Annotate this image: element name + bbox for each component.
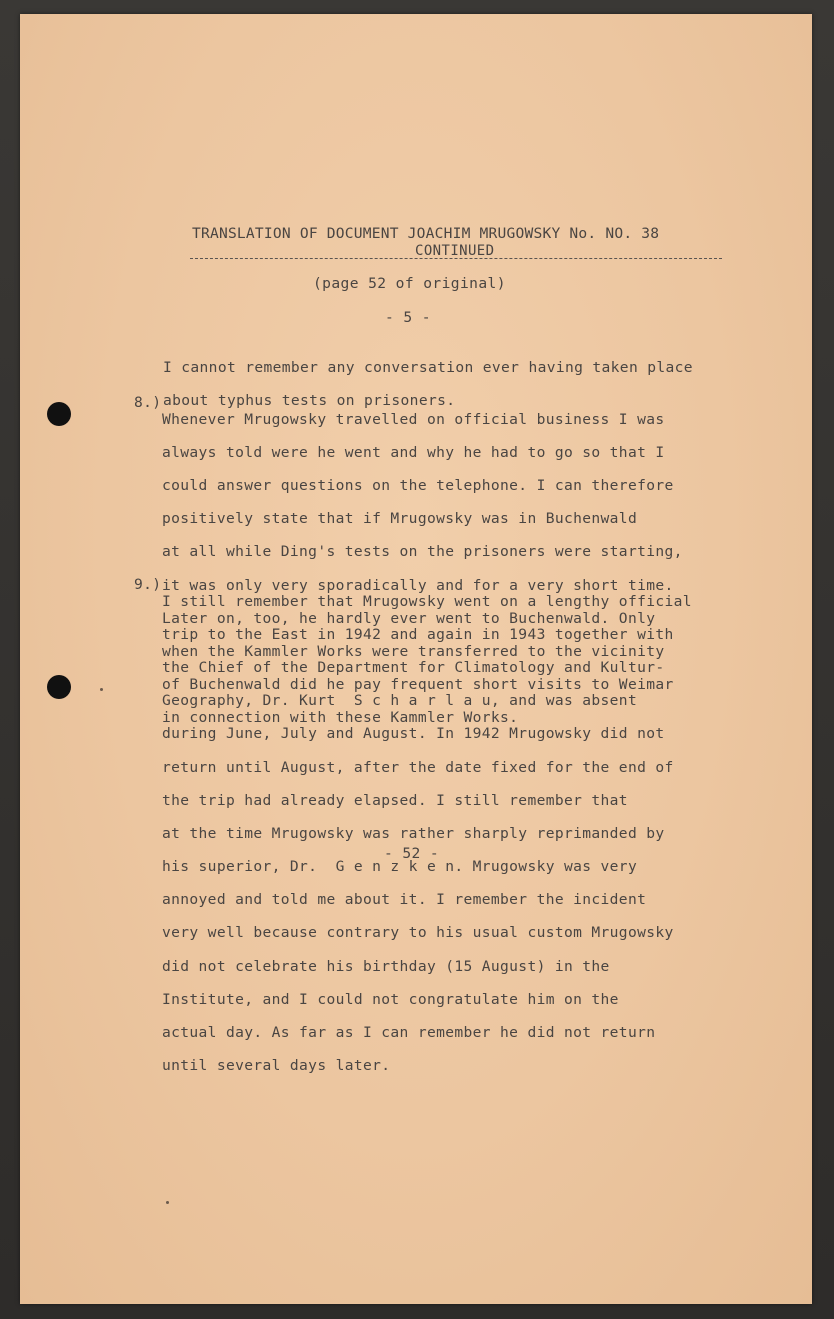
text-line: always told were he went and why he had to go so that I xyxy=(162,443,665,461)
page-reference: (page 52 of original) xyxy=(313,275,506,292)
text-line: trip to the East in 1942 and again in 1943 together with xyxy=(162,625,674,643)
text-line: his superior, Dr. G e n z k e n. Mrugowsky was very xyxy=(162,858,638,876)
punch-hole-bottom xyxy=(47,675,71,699)
text-line: the Chief of the Department for Climatology and Kultur- xyxy=(162,658,665,676)
text-line: Later on, too, he hardly ever went to Buchenwald. Only xyxy=(162,609,656,627)
title-underline xyxy=(190,258,722,259)
text-line: positively state that if Mrugowsky was in Buchenwald xyxy=(162,510,638,528)
paragraph-8-number: 8.) xyxy=(134,394,162,411)
text-line: until several days later. xyxy=(162,1057,391,1075)
page-marker: - 5 - xyxy=(385,309,431,326)
text-line: of Buchenwald did he pay frequent short visits to Weimar xyxy=(162,676,674,694)
text-line: Geography, Dr. Kurt S c h a r l a u, and was absent xyxy=(162,692,638,710)
text-line: very well because contrary to his usual custom Mrugowsky xyxy=(162,924,674,942)
text-line: at all while Ding's tests on the prisoners were starting, xyxy=(162,543,683,561)
text-line: it was only very sporadically and for a very short time. xyxy=(162,576,674,594)
text-line: annoyed and told me about it. I remember the incident xyxy=(162,891,647,909)
paragraph-9-number: 9.) xyxy=(134,576,162,593)
text-line: return until August, after the date fixed for the end of xyxy=(162,758,674,776)
punch-hole-top xyxy=(47,402,71,426)
text-line: in connection with these Kammler Works. xyxy=(162,709,519,727)
text-line: when the Kammler Works were transferred to the vicinity xyxy=(162,642,665,660)
text-line: did not celebrate his birthday (15 August) in the xyxy=(162,957,610,975)
text-line: at the time Mrugowsky was rather sharply reprimanded by xyxy=(162,824,665,842)
footer-page-number: - 52 - xyxy=(384,845,440,862)
text-line: during June, July and August. In 1942 Mrugowsky did not xyxy=(162,725,665,743)
text-line: could answer questions on the telephone. I can therefore xyxy=(162,476,674,494)
text-line: I cannot remember any conversation ever having taken place xyxy=(163,358,693,376)
text-line: actual day. As far as I can remember he did not return xyxy=(162,1024,656,1042)
document-title-continued: CONTINUED xyxy=(415,243,495,259)
document-title: TRANSLATION OF DOCUMENT JOACHIM MRUGOWSKY No. NO. 38 xyxy=(192,225,660,242)
text-line: the trip had already elapsed. I still remember that xyxy=(162,791,628,809)
paper-speck xyxy=(166,1201,169,1204)
paper-speck xyxy=(100,688,103,691)
paragraph-9 xyxy=(162,577,692,1091)
text-line: I still remember that Mrugowsky went on a lengthy official xyxy=(162,592,692,610)
text-line: Whenever Mrugowsky travelled on official business I was xyxy=(162,410,665,428)
text-line: Institute, and I could not congratulate him on the xyxy=(162,990,619,1008)
text-line: about typhus tests on prisoners. xyxy=(163,391,456,409)
